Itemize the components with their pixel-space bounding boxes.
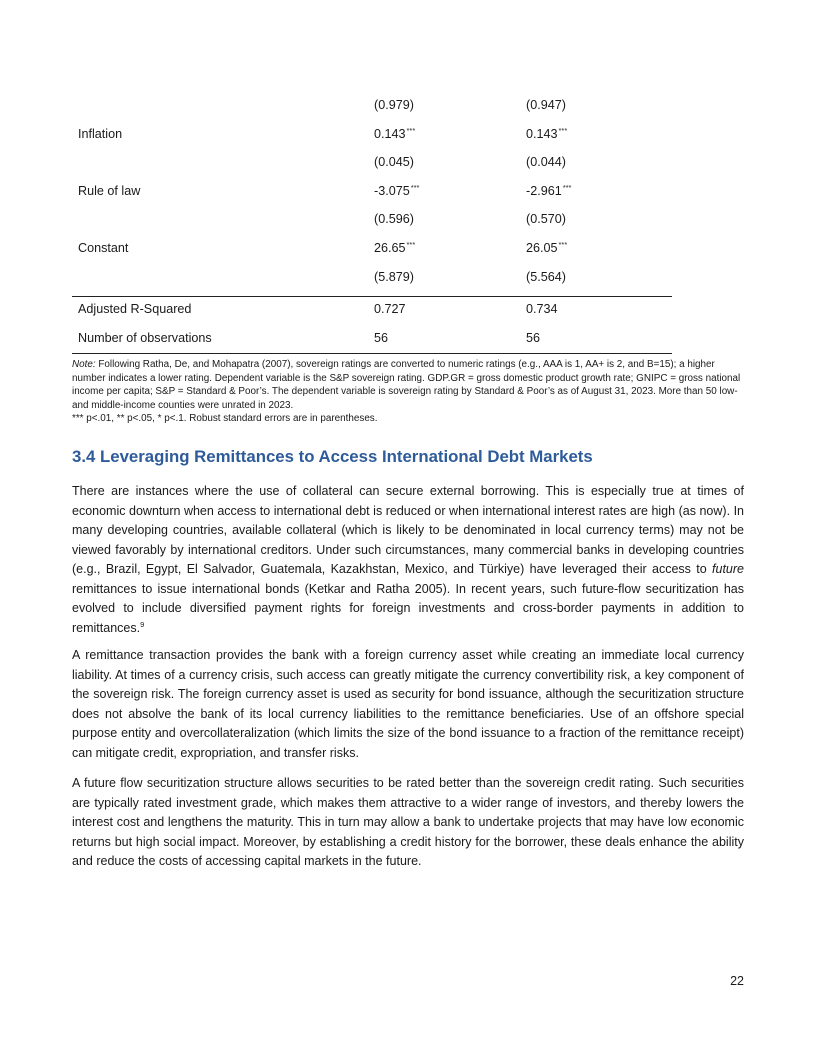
significance-note: *** p<.01, ** p<.05, * p<.1. Robust standard errors are in parentheses. (72, 413, 378, 425)
table-row (72, 178, 672, 207)
page-number: 22 (730, 974, 744, 988)
model2-value: (0.044) (526, 155, 566, 170)
emphasis-text: future (712, 562, 744, 576)
table-row (72, 235, 672, 264)
regression-table-footer (72, 296, 672, 353)
body-paragraph: A remittance transaction provides the bank with a foreign currency asset while creating an immediate local currency liability. At times of a currency crisis, such access can greatly mitigate the currency convertibility risk, a key component of the sovereign risk. The foreign currency asset is used as security for bond issuance, although the securitization structure does not absolve the bank of its local currency liabilities to the remittance beneficiaries. Use of an offshore special purpose entity and overcollateralization (which limits the size of the bond issuance to a fraction of the remittance receipt) can mitigate credit, expropriation, and transfer risks. (72, 648, 744, 760)
model2-value: (0.947) (526, 98, 566, 112)
table-row (72, 206, 672, 235)
section-heading: 3.4 Leveraging Remittances to Access International Debt Markets (72, 447, 593, 466)
table-row (72, 296, 672, 325)
row-label: Constant (78, 240, 129, 255)
row-label: Rule of law (78, 183, 141, 198)
model2-value: 56 (526, 330, 541, 345)
footnote-marker[interactable]: 9 (140, 619, 145, 629)
model1-value: (0.045) (374, 155, 414, 170)
model1-value: 0.727 (374, 302, 406, 316)
row-label: Adjusted R-Squared (78, 302, 192, 316)
regression-table (72, 92, 672, 292)
table-bottom-rule (72, 353, 672, 354)
model2-value: (0.570) (526, 212, 566, 227)
row-label: Inflation (78, 126, 123, 141)
model1-value: (0.596) (374, 212, 414, 227)
model2-value: 0.734 (526, 302, 558, 316)
model2-value: 26.05*** (526, 239, 568, 255)
model1-value: -3.075*** (374, 182, 420, 198)
note-label: Note: (72, 359, 96, 370)
body-paragraph: A future flow securitization structure allows securities to be rated better than the sovereign credit rating. Such securities are typically rated investment grade, which makes them attractive to a wider range of investors, and thereby lowers the interest cost and lengthens the maturity. This in turn may allow a bank to undertake projects that may have low economic returns but high social impact. Moreover, by establishing a credit history for the borrower, these deals enhance the ability and reduce the costs of accessing capital markets in the future. (72, 776, 744, 868)
model1-value: 26.65*** (374, 239, 416, 255)
note-text (72, 358, 748, 412)
table-row (72, 149, 672, 178)
model1-value: 0.143*** (374, 125, 416, 141)
table-row (72, 264, 672, 293)
table-row (72, 92, 672, 121)
model1-value: (0.979) (374, 98, 414, 112)
table-row (72, 121, 672, 150)
row-label: Number of observations (78, 330, 212, 345)
model1-value: 56 (374, 330, 389, 345)
model1-value: (5.879) (374, 269, 414, 284)
model2-value: (5.564) (526, 269, 566, 284)
table-row (72, 325, 672, 354)
body-paragraph: There are instances where the use of collateral can secure external borrowing. This is especially true at times of economic downturn when access to international debt is reduced or when international interest rates are high (as now). In many developing countries, available collateral (which is likely to be denominated in local currency terms) may not be viewed favorably by international creditors. Under such circumstances, many commercial banks in developing countries (e.g., Brazil, Egypt, El Salvador, Guatemala, Kazakhstan, Mexico, and Türkiye) have leveraged their access to future remittances to issue international bonds (Ketkar and Ratha 2005). In recent years, such future-flow securitization has evolved to include diversified payment rights for foreign investments and cross-border payments in addition to remittances.$^9$ (72, 484, 744, 635)
model2-value: -2.961*** (526, 182, 572, 198)
model2-value: 0.143*** (526, 125, 568, 141)
note-body: Following Ratha, De, and Mohapatra (2007), sovereign ratings are converted to numeric ratings (e.g., AAA is 1, AA+ is 2, and B=15); a higher number indicates a lower rating. Dependent variable is the S&P sovereign rating. GDP.GR = gross domestic product growth rate; GNIPC = gross national income per capita; S&P = Standard & Poor’s. The dependent variable is sovereign rating by Standard & Poor’s as of August 31, 2023. More than 50 low- and middle-income counties were unrated in 2023. (72, 359, 741, 411)
table-note (72, 358, 748, 426)
